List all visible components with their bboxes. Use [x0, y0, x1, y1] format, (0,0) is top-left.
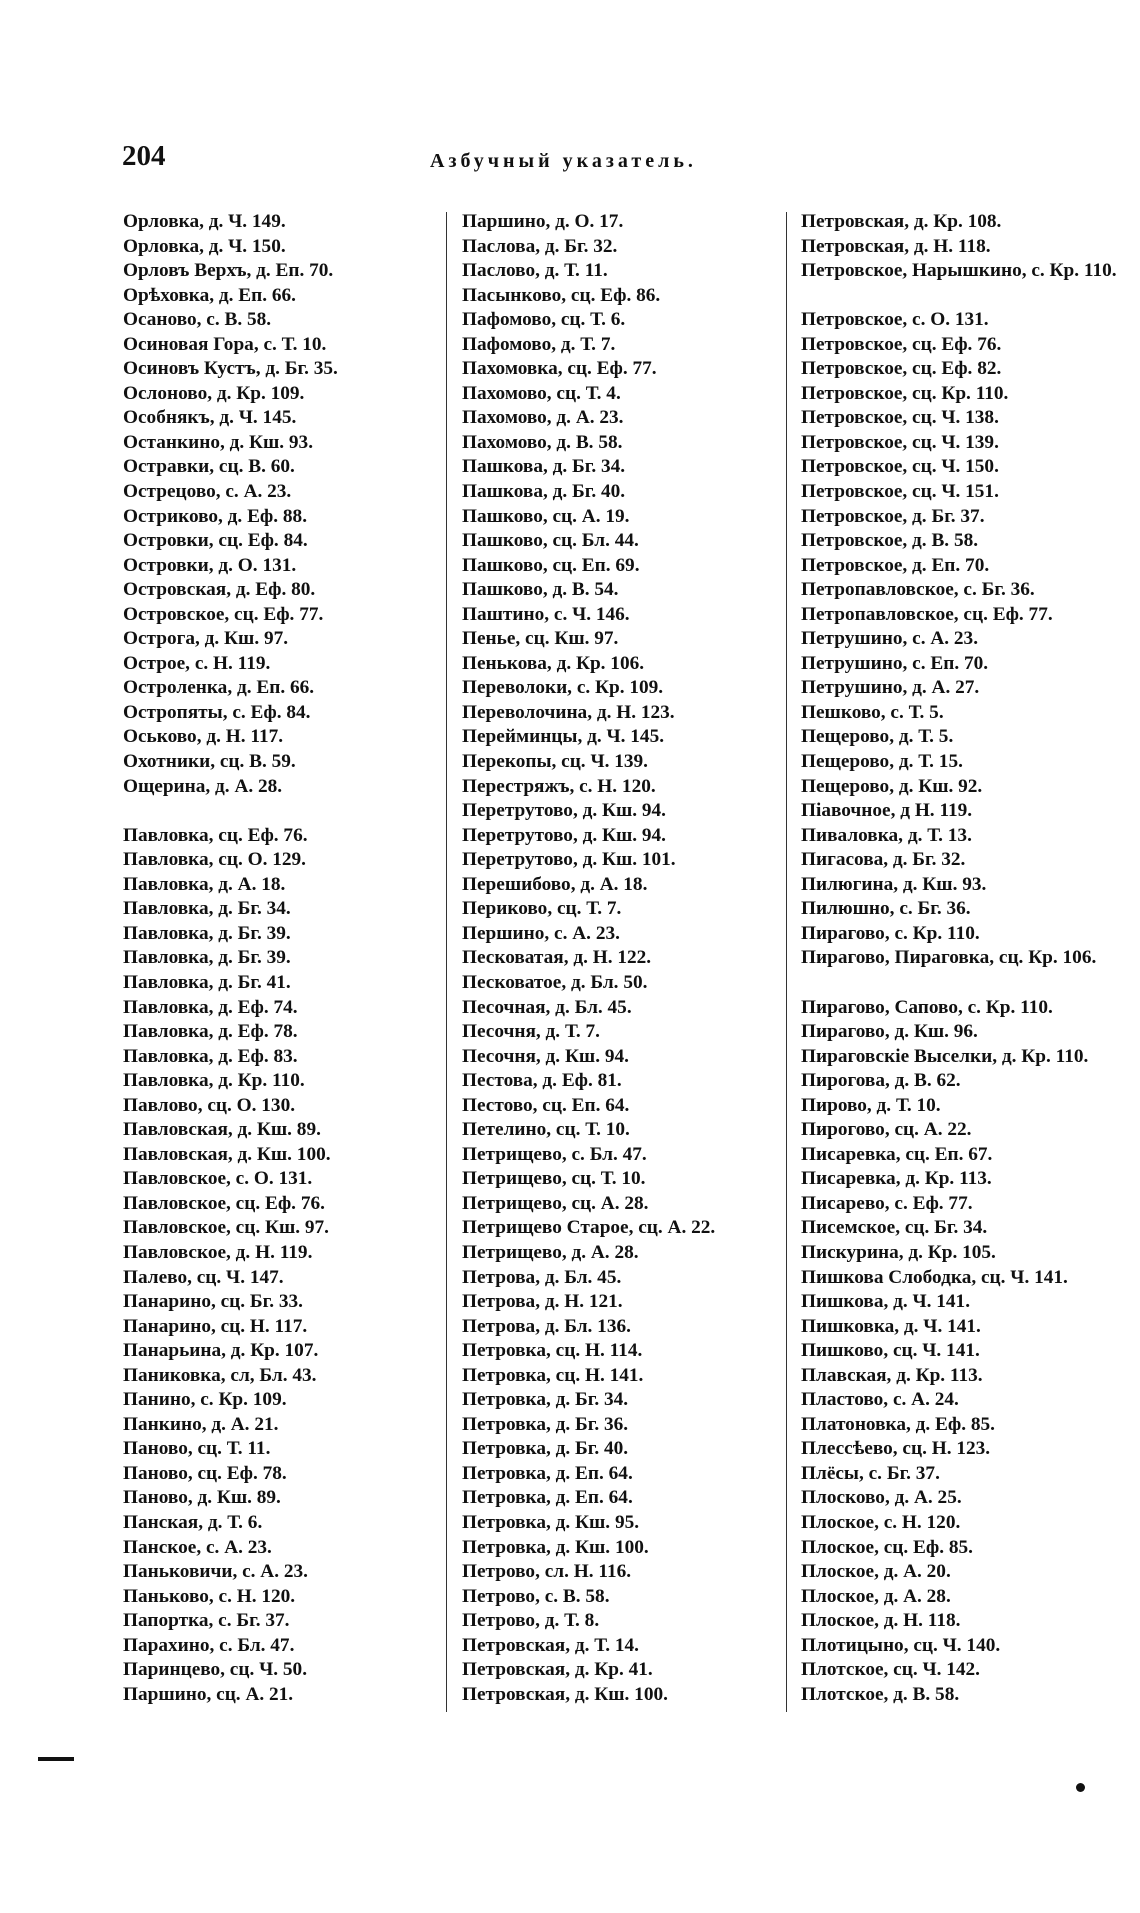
index-entry: Плёсы, с. Бг. 37.	[801, 1462, 940, 1484]
index-entry: Петрищево, сц. Т. 10.	[462, 1168, 646, 1190]
index-entry: Плоское, с. Н. 120.	[801, 1511, 961, 1533]
index-entry: Пахомово, д. А. 23.	[462, 407, 624, 429]
index-entry: Петровское, сц. Ч. 139.	[801, 431, 999, 453]
index-entry: Петровская, д. Т. 14.	[462, 1634, 639, 1656]
index-entry: Папортка, с. Бг. 37.	[123, 1610, 290, 1632]
index-entry: Пишковка, д. Ч. 141.	[801, 1315, 981, 1337]
index-entry: Песочня, д. Т. 7.	[462, 1021, 600, 1043]
entry-list	[123, 824, 438, 1708]
index-entry: Пашково, д. В. 54.	[462, 579, 619, 601]
index-entry: Осаново, с. В. 58.	[123, 309, 272, 331]
index-entry: Перетрутово, д. Кш. 94.	[462, 800, 666, 822]
index-entry: Писарево, с. Еф. 77.	[801, 1192, 973, 1214]
index-entry: Платоновка, д. Еф. 85.	[801, 1413, 995, 1435]
index-entry: Паслово, д. Т. 11.	[462, 260, 608, 282]
index-entry: Плотицыно, сц. Ч. 140.	[801, 1634, 1001, 1656]
index-column-2	[462, 210, 782, 1707]
index-entry: Паслова, д. Бг. 32.	[462, 235, 618, 257]
index-entry: Павловка, д. Еф. 83.	[123, 1045, 298, 1067]
index-entry: Пирогово, сц. А. 22.	[801, 1119, 972, 1141]
index-entry: Петровка, сц. Н. 114.	[462, 1340, 643, 1362]
index-entry: Петровская, д. Кр. 108.	[801, 211, 1002, 232]
index-entry: Орловка, д. Ч. 149.	[123, 211, 286, 232]
index-entry: Петровское, Нарышкино, с. Кр. 110.	[801, 260, 1117, 282]
section-break	[123, 799, 438, 824]
index-entry: Паршино, д. О. 17.	[462, 211, 624, 232]
index-entry: Пенье, сц. Кш. 97.	[462, 628, 619, 650]
index-entry: Петровское, д. В. 58.	[801, 530, 979, 552]
index-entry: Пигасова, д. Бг. 32.	[801, 849, 966, 871]
index-entry: Пашкова, д. Бг. 40.	[462, 481, 626, 503]
index-entry: Перестряжъ, с. Н. 120.	[462, 775, 656, 797]
index-entry: Паново, сц. Еф. 78.	[123, 1462, 287, 1484]
index-entry: Петропавловское, сц. Еф. 77.	[801, 603, 1053, 625]
index-entry: Писемское, сц. Бг. 34.	[801, 1217, 988, 1239]
index-entry: Петровское, д. Еп. 70.	[801, 554, 990, 576]
index-entry: Петровское, с. О. 131.	[801, 309, 989, 331]
column-divider	[786, 212, 787, 1712]
index-entry: Пашкова, д. Бг. 34.	[462, 456, 626, 478]
index-entry: Петропавловское, с. Бг. 36.	[801, 579, 1035, 601]
index-entry: Павловка, д. Кр. 110.	[123, 1070, 305, 1092]
index-entry: Плотское, д. В. 58.	[801, 1683, 960, 1705]
index-entry: Петровское, сц. Кр. 110.	[801, 382, 1009, 404]
index-entry: Остропяты, с. Еф. 84.	[123, 701, 311, 723]
index-entry: Паринцево, сц. Ч. 50.	[123, 1659, 308, 1681]
index-entry: Павловское, с. О. 131.	[123, 1168, 313, 1190]
index-entry: Периково, сц. Т. 7.	[462, 898, 622, 920]
index-entry: Песочная, д. Бл. 45.	[462, 996, 632, 1018]
index-entry: Перекопы, сц. Ч. 139.	[462, 751, 648, 773]
index-entry: Островское, сц. Еф. 77.	[123, 603, 324, 625]
index-entry: Пасынково, сц. Еф. 86.	[462, 284, 661, 306]
index-entry: Павловка, сц. Еф. 76.	[123, 824, 308, 846]
index-entry: Плессѣево, сц. Н. 123.	[801, 1438, 991, 1460]
index-entry: Островская, д. Еф. 80.	[123, 579, 316, 601]
index-entry: Паново, сц. Т. 11.	[123, 1438, 271, 1460]
index-entry: Песковатая, д. Н. 122.	[462, 947, 652, 969]
index-entry: Павловское, сц. Еф. 76.	[123, 1192, 325, 1214]
index-entry: Пирагово, с. Кр. 110.	[801, 922, 980, 944]
index-entry: Орѣховка, д. Еп. 66.	[123, 284, 296, 306]
entry-list	[801, 210, 1121, 1707]
index-entry: Павловка, д. Еф. 78.	[123, 1021, 298, 1043]
index-entry: Павловское, д. Н. 119.	[123, 1241, 313, 1263]
index-entry: Плоское, сц. Еф. 85.	[801, 1536, 973, 1558]
index-entry: Палево, сц. Ч. 147.	[123, 1266, 284, 1288]
index-column-1	[123, 210, 438, 1707]
index-entry: Петрово, с. В. 58.	[462, 1585, 610, 1607]
index-entry: Пишково, сц. Ч. 141.	[801, 1340, 980, 1362]
page-number: 204	[122, 140, 166, 172]
index-entry: Паньково, с. Н. 120.	[123, 1585, 296, 1607]
index-entry: Пашково, сц. Бл. 44.	[462, 530, 639, 552]
index-entry: Павловка, д. Бг. 39.	[123, 947, 291, 969]
index-entry: Петрушино, д. А. 27.	[801, 677, 980, 699]
index-entry: Пирагово, д. Кш. 96.	[801, 1021, 978, 1043]
index-entry: Островки, сц. Еф. 84.	[123, 530, 308, 552]
index-entry: Орловъ Верхъ, д. Еп. 70.	[123, 260, 334, 282]
index-entry: Пестова, д. Еф. 81.	[462, 1070, 622, 1092]
index-entry: Петровское, сц. Еф. 82.	[801, 358, 1002, 380]
index-entry: Панское, с. А. 23.	[123, 1536, 272, 1558]
index-entry: Петровское, сц. Ч. 150.	[801, 456, 999, 478]
ink-mark	[38, 1757, 74, 1761]
index-entry: Пещерово, д. Т. 5.	[801, 726, 954, 748]
index-entry: Паньковичи, с. А. 23.	[123, 1561, 308, 1583]
index-entry: Павловка, д. А. 18.	[123, 873, 286, 895]
index-entry: Перейминцы, д. Ч. 145.	[462, 726, 665, 748]
index-entry: Писаревка, д. Кр. 113.	[801, 1168, 992, 1190]
index-entry: Пирогова, д. В. 62.	[801, 1070, 961, 1092]
index-entry: Петровка, сц. Н. 141.	[462, 1364, 644, 1386]
index-entry: Петровка, д. Кш. 100.	[462, 1536, 649, 1558]
index-entry: Петровское, сц. Ч. 138.	[801, 407, 999, 429]
index-entry: Пирагово, Сапово, с. Кр. 110.	[801, 996, 1053, 1018]
index-entry: Пещерово, д. Т. 15.	[801, 751, 963, 773]
index-entry: Охотники, сц. В. 59.	[123, 751, 296, 773]
index-entry: Петровское, сц. Ч. 151.	[801, 481, 999, 503]
index-entry: Плоское, д. А. 20.	[801, 1561, 951, 1583]
index-entry: Петрова, д. Н. 121.	[462, 1291, 623, 1313]
index-entry: Петровка, д. Еп. 64.	[462, 1487, 633, 1509]
index-entry: Павловская, д. Кш. 100.	[123, 1143, 331, 1165]
index-entry: Петрищево Старое, сц. А. 22.	[462, 1217, 716, 1239]
index-entry: Песковатое, д. Бл. 50.	[462, 971, 648, 993]
index-entry: Паршино, сц. А. 21.	[123, 1683, 294, 1705]
index-entry: Петрово, д. Т. 8.	[462, 1610, 600, 1632]
index-entry: Плоское, д. Н. 118.	[801, 1610, 961, 1632]
index-entry: Павловка, д. Бг. 34.	[123, 898, 291, 920]
index-entry: Петрова, д. Бл. 45.	[462, 1266, 622, 1288]
index-entry: Пиваловка, д. Т. 13.	[801, 824, 972, 846]
index-entry: Петрищево, д. А. 28.	[462, 1241, 639, 1263]
index-column-3	[801, 210, 1121, 1707]
ink-dot	[1076, 1783, 1085, 1792]
index-entry: Петровское, сц. Еф. 76.	[801, 333, 1002, 355]
index-entry: Пискурина, д. Кр. 105.	[801, 1241, 996, 1263]
index-entry: Писаревка, сц. Еп. 67.	[801, 1143, 993, 1165]
index-entry: Островки, д. О. 131.	[123, 554, 297, 576]
index-entry: Особнякъ, д. Ч. 145.	[123, 407, 297, 429]
index-entry: Петровская, д. Кр. 41.	[462, 1659, 653, 1681]
running-title: Азбучный указатель.	[430, 150, 697, 172]
index-entry: Плотское, сц. Ч. 142.	[801, 1659, 981, 1681]
index-entry: Панкино, д. А. 21.	[123, 1413, 279, 1435]
index-entry: Остроленка, д. Еп. 66.	[123, 677, 315, 699]
index-entry: Ослоново, д. Кр. 109.	[123, 382, 305, 404]
index-entry: Павловка, д. Бг. 39.	[123, 922, 291, 944]
index-entry: Пашково, сц. Еп. 69.	[462, 554, 640, 576]
index-entry: Паштино, с. Ч. 146.	[462, 603, 630, 625]
index-entry: Осиновъ Кустъ, д. Бг. 35.	[123, 358, 338, 380]
index-entry: Переволочина, д. Н. 123.	[462, 701, 675, 723]
index-entry: Петровка, д. Кш. 95.	[462, 1511, 640, 1533]
index-entry: Перетрутово, д. Кш. 94.	[462, 824, 666, 846]
index-entry: Пирагово, Пираговка, сц. Кр. 106.	[801, 947, 1097, 969]
entry-list	[123, 210, 438, 799]
entry-list	[462, 210, 782, 1707]
index-entry: Першино, с. А. 23.	[462, 922, 620, 944]
index-entry: Пирово, д. Т. 10.	[801, 1094, 941, 1116]
index-entry: Песочня, д. Кш. 94.	[462, 1045, 629, 1067]
index-entry: Петровка, д. Бг. 40.	[462, 1438, 629, 1460]
index-entry: Пишкова Слободка, сц. Ч. 141.	[801, 1266, 1068, 1288]
index-entry: Оськово, д. Н. 117.	[123, 726, 284, 748]
index-entry: Панарьина, д. Кр. 107.	[123, 1340, 319, 1362]
index-entry: Пестово, сц. Еп. 64.	[462, 1094, 630, 1116]
index-entry: Павловка, д. Еф. 74.	[123, 996, 298, 1018]
index-entry: Плоское, д. А. 28.	[801, 1585, 951, 1607]
index-entry: Острога, д. Кш. 97.	[123, 628, 289, 650]
index-entry: Пахомовка, сц. Еф. 77.	[462, 358, 657, 380]
index-entry: Пiавочное, д Н. 119.	[801, 800, 973, 822]
index-entry: Пишкова, д. Ч. 141.	[801, 1291, 971, 1313]
index-entry: Переволоки, с. Кр. 109.	[462, 677, 664, 699]
index-entry: Пафомово, сц. Т. 6.	[462, 309, 626, 331]
index-entry: Петрова, д. Бл. 136.	[462, 1315, 631, 1337]
index-entry: Павловка, д. Бг. 41.	[123, 971, 291, 993]
index-entry: Паниковка, сл, Бл. 43.	[123, 1364, 317, 1386]
index-entry: Петровка, д. Бг. 34.	[462, 1389, 629, 1411]
index-entry: Петровское, д. Бг. 37.	[801, 505, 985, 527]
index-entry: Пилюшно, с. Бг. 36.	[801, 898, 971, 920]
index-entry: Павловское, сц. Кш. 97.	[123, 1217, 329, 1239]
index-entry: Острое, с. Н. 119.	[123, 652, 271, 674]
index-entry: Пираговскiе Выселки, д. Кр. 110.	[801, 1045, 1089, 1067]
index-entry: Ощерина, д. А. 28.	[123, 775, 283, 797]
index-entry: Перешибово, д. А. 18.	[462, 873, 648, 895]
column-divider	[446, 212, 447, 1712]
index-entry: Пешково, с. Т. 5.	[801, 701, 944, 723]
index-entry: Останкино, д. Кш. 93.	[123, 431, 314, 453]
index-entry: Пахомово, сц. Т. 4.	[462, 382, 621, 404]
index-entry: Петровская, д. Кш. 100.	[462, 1683, 668, 1705]
index-entry: Панарино, сц. Н. 117.	[123, 1315, 308, 1337]
index-entry: Павловская, д. Кш. 89.	[123, 1119, 321, 1141]
index-entry: Павлово, сц. О. 130.	[123, 1094, 296, 1116]
index-entry: Петрушино, с. А. 23.	[801, 628, 979, 650]
index-entry: Пашково, сц. А. 19.	[462, 505, 630, 527]
index-entry: Пафомово, д. Т. 7.	[462, 333, 616, 355]
index-entry: Петрушино, с. Еп. 70.	[801, 652, 989, 674]
index-entry: Панарино, сц. Бг. 33.	[123, 1291, 303, 1313]
index-entry: Петрищево, сц. А. 28.	[462, 1192, 649, 1214]
index-entry: Петелино, сц. Т. 10.	[462, 1119, 630, 1141]
index-entry: Петрово, сл. Н. 116.	[462, 1561, 632, 1583]
index-entry: Пластово, с. А. 24.	[801, 1389, 959, 1411]
index-entry: Парахино, с. Бл. 47.	[123, 1634, 295, 1656]
index-entry: Панино, с. Кр. 109.	[123, 1389, 287, 1411]
index-entry: Острецово, с. А. 23.	[123, 481, 292, 503]
index-entry: Павловка, сц. О. 129.	[123, 849, 306, 871]
index-entry: Панская, д. Т. 6.	[123, 1511, 263, 1533]
index-entry: Пахомово, д. В. 58.	[462, 431, 623, 453]
index-entry: Петровская, д. Н. 118.	[801, 235, 991, 257]
index-entry: Перетрутово, д. Кш. 101.	[462, 849, 676, 871]
index-entry: Петровка, д. Бг. 36.	[462, 1413, 629, 1435]
index-entry: Остриково, д. Еф. 88.	[123, 505, 308, 527]
index-entry: Осиновая Гора, с. Т. 10.	[123, 333, 327, 355]
index-entry: Орловка, д. Ч. 150.	[123, 235, 286, 257]
index-entry: Пенькова, д. Кр. 106.	[462, 652, 645, 674]
index-entry: Паново, д. Кш. 89.	[123, 1487, 281, 1509]
index-entry: Пещерово, д. Кш. 92.	[801, 775, 983, 797]
index-entry: Плавская, д. Кр. 113.	[801, 1364, 983, 1386]
index-entry: Остравки, сц. В. 60.	[123, 456, 295, 478]
index-entry: Пилюгина, д. Кш. 93.	[801, 873, 987, 895]
index-entry: Петровка, д. Еп. 64.	[462, 1462, 633, 1484]
index-entry: Плосково, д. А. 25.	[801, 1487, 962, 1509]
index-entry: Петрищево, с. Бл. 47.	[462, 1143, 647, 1165]
